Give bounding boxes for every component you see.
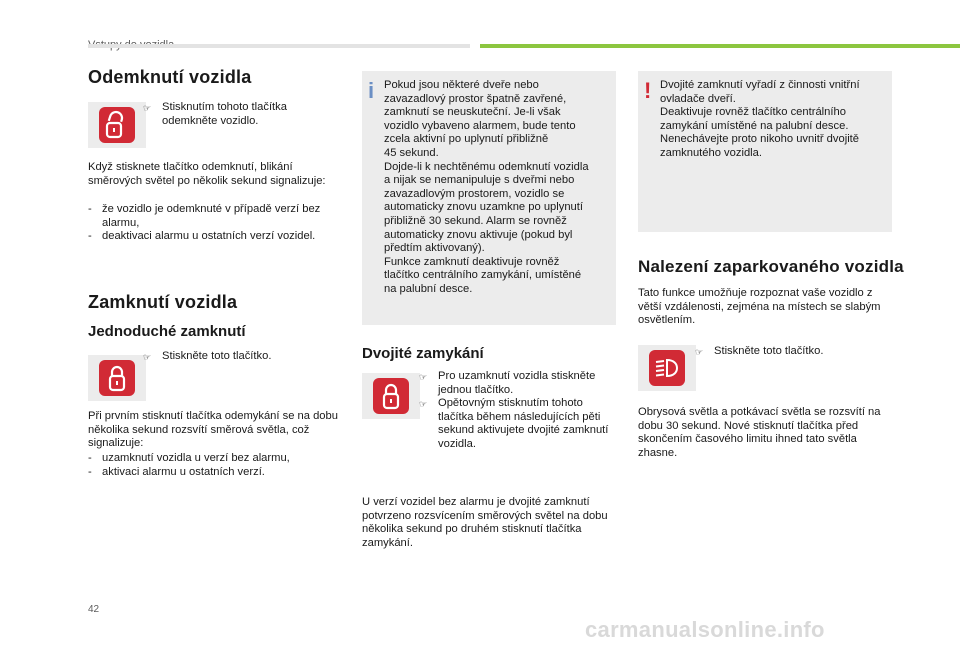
lock-bullet-text: Stiskněte toto tlačítko.	[162, 350, 272, 362]
warning-box-text: Dvojité zamknutí vyřadí z činnosti vnitřní ovladače dveří. Deaktivuje rovněž tlačítko centrálního zamykání umístěné na palubní desce. Nenechávejte proto nikoho uvnitř dvojitě zamknutého vozidla.	[660, 79, 860, 159]
info-box-text: Pokud jsou některé dveře nebo zavazadlový prostor špatně zavřené, zamknutí se neuskuteční. Je-li však vozidlo vybaveno alarmem, bude tento zcela aktivní po uplynutí přibližně 45 sekund. Dojde-li k nechtěnému odemknutí vozidla a nijak se nemanipuluje s dveřmi nebo zavazadlovým prostorem, vozidlo se automaticky znovu uzamkne po uplynutí přibližně 30 sekund. Alarm se rovněž automaticky znovu aktivuje (pokud byl předtím aktivovaný). Funkce zamknutí deaktivuje rovněž tlačítko centrálního zamykání, umístěné na palubní desce.	[384, 79, 589, 295]
list-item: ☞ Opětovným stisknutím tohoto tlačítka během následujících pěti sekund aktivujete dvojité zamknutí vozidla.	[419, 397, 609, 450]
locate-bullet-text: Stiskněte toto tlačítko.	[714, 345, 824, 357]
lock-bullet	[143, 350, 323, 365]
pointing-finger-icon: ☞	[419, 372, 428, 382]
warning-box	[638, 71, 892, 232]
unlock-list	[88, 203, 344, 244]
list-item: - deaktivaci alarmu u ostatních verzí vozidel.	[88, 230, 316, 243]
open-padlock-icon	[99, 107, 135, 143]
list-item: ☞ Pro uzamknutí vozidla stiskněte jednou tlačítko.	[419, 370, 596, 396]
page-number: 42	[88, 604, 100, 615]
watermark: carmanualsonline.info	[585, 617, 825, 642]
double-lock-icon-box	[362, 373, 420, 419]
headlight-icon	[649, 350, 685, 386]
double-lock-text: U verzí vozidel bez alarmu je dvojité zamknutí potvrzeno rozsvícením směrových světel na dobu několika sekund po druhém stisknutí tlačítka zamykání.	[362, 496, 608, 549]
simple-lock-heading: Jednoduché zamknutí	[88, 323, 246, 340]
lock-intro: Při prvním stisknutí tlačítka odemykání se na dobu několika sekund rozsvítí směrová světla, což signalizuje:	[88, 410, 338, 450]
lock-icon-box	[88, 355, 146, 401]
unlock-icon-box	[88, 102, 146, 148]
pointing-finger-icon: ☞	[143, 352, 152, 362]
header-bar-gray	[88, 44, 470, 48]
double-lock-heading: Dvojité zamykání	[362, 345, 484, 362]
lock-list	[88, 452, 344, 479]
list-item: - aktivaci alarmu u ostatních verzí.	[88, 465, 265, 478]
unlock-heading: Odemknutí vozidla	[88, 67, 252, 87]
padlock-icon	[373, 378, 409, 414]
unlock-intro: Když stisknete tlačítko odemknutí, blikání směrových světel po několik sekund signalizuje:	[88, 161, 326, 187]
pointing-finger-icon: ☞	[143, 103, 152, 113]
lock-heading: Zamknutí vozidla	[88, 292, 238, 312]
info-box	[362, 71, 616, 325]
pointing-finger-icon: ☞	[695, 347, 704, 357]
list-item: - že vozidlo je odemknuté v případě verzí bez alarmu,	[88, 203, 321, 229]
warning-icon: !	[644, 78, 652, 103]
list-item: - uzamknutí vozidla u verzí bez alarmu,	[88, 452, 290, 464]
info-icon: i	[368, 78, 375, 103]
padlock-icon	[99, 360, 135, 396]
unlock-bullet-text: Stisknutím tohoto tlačítka odemkněte vozidlo.	[162, 101, 287, 127]
header-bar-green	[480, 44, 960, 48]
pointing-finger-icon: ☞	[419, 399, 428, 410]
unlock-bullet	[143, 101, 323, 128]
lights-icon-box	[638, 345, 696, 391]
locate-text: Obrysová světla a potkávací světla se rozsvítí na dobu 30 sekund. Nové stisknutí tlačítka před skončením časového limitu ihned tato světla zhasne.	[638, 406, 881, 459]
locate-heading: Nalezení zaparkovaného vozidla	[638, 257, 904, 276]
double-lock-bullets	[419, 370, 615, 452]
locate-intro: Tato funkce umožňuje rozpoznat vaše vozidlo z větší vzdálenosti, zejména na místech se slabým osvětlením.	[638, 287, 881, 327]
locate-bullet	[695, 345, 885, 360]
